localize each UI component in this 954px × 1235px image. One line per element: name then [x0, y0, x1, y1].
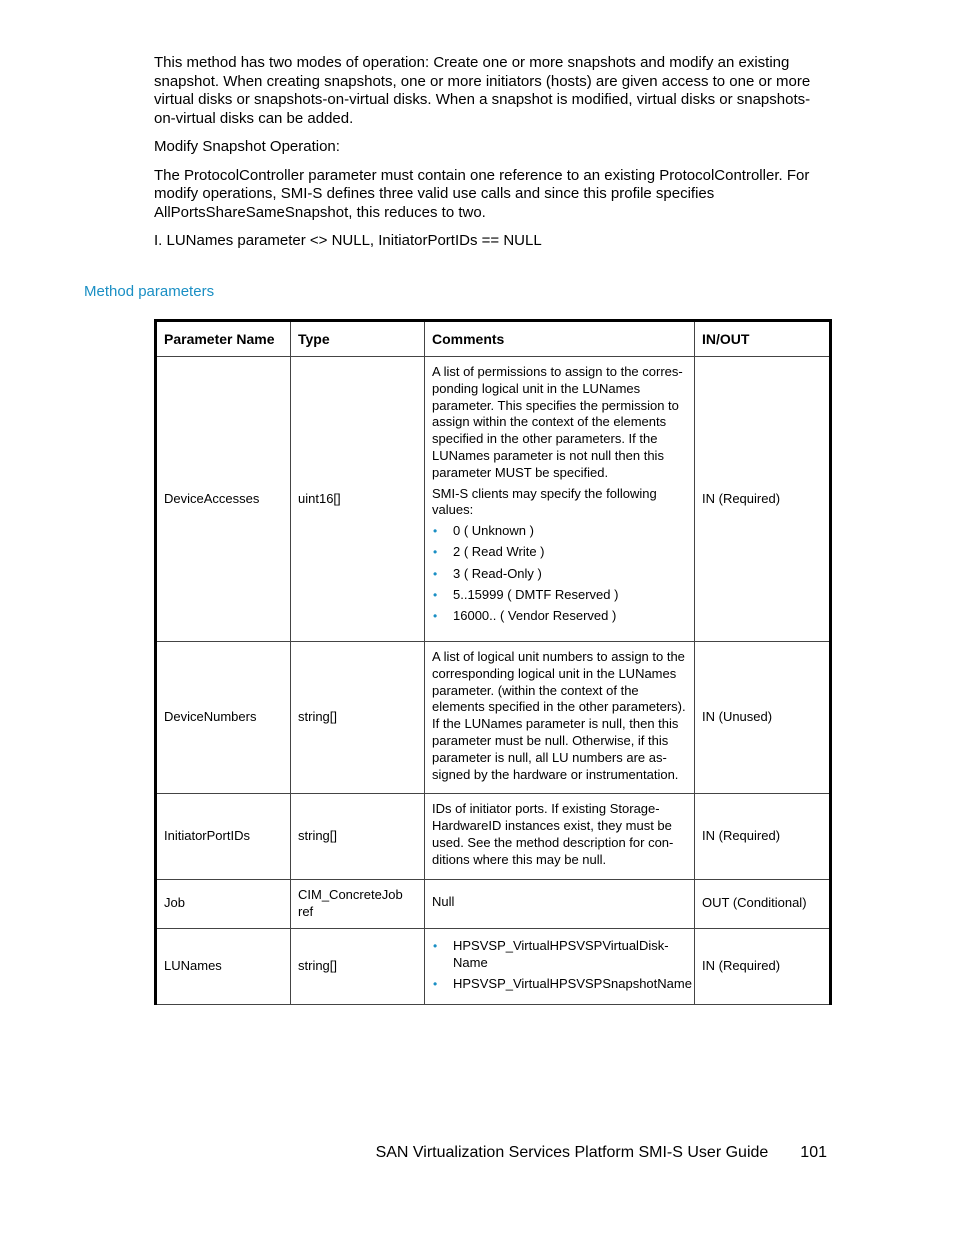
comment-bullet-item: [432, 975, 692, 993]
comment-paragraph: SMI-S clients may specify the following values:: [432, 485, 657, 518]
param-in-out-cell: OUT (Conditional): [695, 879, 831, 928]
bullet-text: 16000.. ( Vendor Reserved ): [453, 608, 617, 624]
bullet-text: 2 ( Read Write ): [453, 544, 545, 560]
param-name-cell: Job: [156, 879, 291, 928]
header-type: Type: [291, 321, 425, 357]
param-type-cell: string[]: [291, 642, 425, 794]
table-row: [156, 642, 831, 794]
comment-paragraph: A list of logical unit numbers to assign to the corresponding logical unit in the LUNames parameter. (within the context of the elements specified in the other parameters). If the LUNames parameter is null, then this parameter must be null. Otherwise, if this parameter is null, all LU numbers are assigned by the hardware or instrumentation.: [432, 649, 686, 782]
intro-paragraph: Modify Snapshot Operation:: [154, 138, 340, 155]
table-row: [156, 794, 831, 879]
param-name-cell: DeviceNumbers: [156, 642, 291, 794]
intro-paragraph: This method has two modes of operation: Create one or more snapshots and modify an existing snapshot. When creating snapshots, one or more initiators (hosts) are given access to one or more virtual disks or snapshots-on-virtual disks. When a snapshot is modified, virtual disks or snapshots-on-virtual disks can be added.: [154, 54, 811, 127]
bullet-text: HPSVSP_VirtualHPSVSPVirtualDiskName: [453, 937, 669, 970]
header-parameter-name: Parameter Name: [156, 321, 291, 357]
table-body: [156, 357, 831, 1005]
bullet-icon: •: [433, 566, 438, 581]
bullet-icon: •: [433, 524, 438, 539]
header-comments: Comments: [425, 321, 695, 357]
param-in-out-cell: IN (Required): [695, 928, 831, 1004]
header-in-out: IN/OUT: [695, 321, 831, 357]
bullet-text: 5..15999 ( DMTF Reserved ): [453, 587, 619, 603]
table-row: [156, 928, 831, 1004]
bullet-icon: •: [433, 976, 438, 991]
comment-paragraph: Null: [432, 893, 455, 909]
page-number: 101: [800, 1144, 827, 1161]
comment-bullet-item: [432, 608, 687, 625]
table-row: [156, 357, 831, 642]
bullet-text: 3 ( Read-Only ): [453, 565, 542, 581]
param-type-cell: string[]: [291, 928, 425, 1004]
comment-bullet-item: [432, 587, 687, 604]
comment-bullet-list: [432, 523, 687, 625]
param-comments-cell: [425, 357, 695, 642]
param-comments-cell: [425, 642, 695, 794]
section-title: Method parameters: [84, 283, 215, 300]
comment-paragraph: A list of permissions to assign to the corresponding logical unit in the LUNames parameter. This specifies the permission to assign within the context of the elements specified in the other parameters. If the LUNames parameter is not null then this parameter MUST be specified.: [432, 364, 683, 480]
comment-bullet-item: [432, 938, 687, 972]
bullet-text: HPSVSP_VirtualHPSVSPSnapshotName: [453, 975, 692, 991]
bullet-text: 0 ( Unknown ): [453, 523, 534, 539]
param-comments-cell: [425, 928, 695, 1004]
page-footer: [376, 1143, 827, 1163]
param-name-cell: LUNames: [156, 928, 291, 1004]
comment-bullet-item: [432, 566, 687, 583]
intro-paragraph: I. LUNames parameter <> NULL, InitiatorPortIDs == NULL: [154, 232, 542, 249]
param-type-cell: CIM_ConcreteJob ref: [291, 879, 425, 928]
bullet-icon: •: [433, 609, 438, 624]
footer-title: SAN Virtualization Services Platform SMI-S User Guide: [375, 1144, 769, 1161]
comment-bullet-item: [432, 523, 687, 540]
comment-bullet-item: [432, 544, 687, 561]
intro-text: [154, 54, 819, 261]
bullet-icon: •: [433, 938, 438, 953]
param-type-cell: string[]: [291, 794, 425, 879]
param-name-cell: InitiatorPortIDs: [156, 794, 291, 879]
bullet-icon: •: [433, 588, 438, 603]
param-name-cell: DeviceAccesses: [156, 357, 291, 642]
comment-bullet-list: [432, 937, 692, 993]
intro-paragraph: The ProtocolController parameter must contain one reference to an existing ProtocolController. For modify operations, SMI-S defines three valid use calls and since this profile specifies AllPortsShareSameSnapshot, this reduces to two.: [154, 166, 810, 221]
param-type-cell: uint16[]: [291, 357, 425, 642]
table-row: [156, 879, 831, 928]
param-comments-cell: [425, 879, 695, 928]
method-parameters-table: [154, 319, 832, 1005]
param-in-out-cell: IN (Required): [695, 794, 831, 879]
param-in-out-cell: IN (Unused): [695, 642, 831, 794]
comment-paragraph: IDs of initiator ports. If existing StorageHardwareID instances exist, they must be used. See the method description for conditions where this may be null.: [432, 801, 674, 867]
param-in-out-cell: IN (Required): [695, 357, 831, 642]
param-comments-cell: [425, 794, 695, 879]
bullet-icon: •: [433, 545, 438, 560]
table-header-row: [156, 321, 831, 357]
